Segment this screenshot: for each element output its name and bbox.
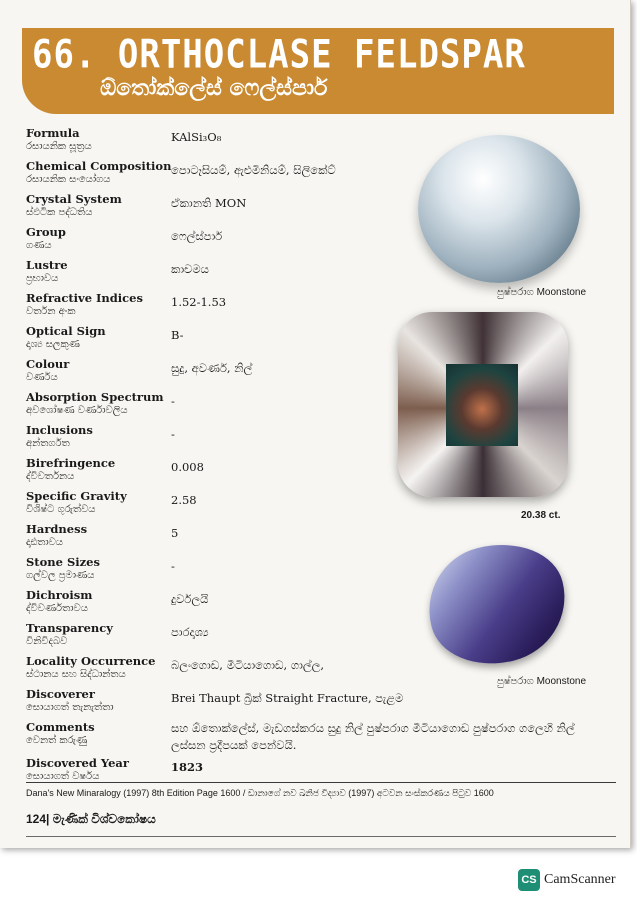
property-value: B-: [171, 328, 184, 342]
property-value: 0.008: [171, 460, 204, 474]
property-row: [26, 258, 446, 291]
property-value: 1.52-1.53: [171, 295, 227, 309]
property-row: [26, 555, 446, 588]
property-label: Lustre: [26, 258, 68, 272]
image-caption: පුෂ්පරාග Moonstone: [497, 676, 587, 687]
property-label: Transparency: [26, 621, 113, 635]
property-label: Stone Sizes: [26, 555, 100, 569]
property-label-sinhala: ගල්වල ප්‍රමාණය: [26, 570, 95, 581]
property-label-sinhala: අන්තර්ගත: [26, 438, 70, 449]
property-label-sinhala: වෙනත් කරුණු: [26, 735, 88, 746]
property-value: -: [171, 427, 175, 441]
property-row: [26, 489, 446, 522]
property-value: KAlSi₃O₈: [171, 130, 222, 144]
property-row: [26, 192, 446, 225]
property-label: Crystal System: [26, 192, 122, 206]
property-value: 2.58: [171, 493, 197, 507]
property-value: පාරදෘශ්‍ය: [171, 625, 209, 639]
property-label-sinhala: සොයාගත් තැනැත්තා: [26, 702, 114, 713]
property-label: Inclusions: [26, 423, 93, 437]
property-row: [26, 720, 575, 756]
property-label-sinhala: රසායනික සූත්‍රය: [26, 141, 92, 152]
property-label-sinhala: ස්ඵටික පද්ධතිය: [26, 207, 93, 218]
page-number: 124| මැණික් විශ්වකෝෂය: [26, 812, 156, 826]
property-value: -: [171, 559, 175, 573]
property-row: [26, 291, 446, 324]
property-row: [26, 357, 446, 390]
property-label-sinhala: ස්ථානය සහ සිද්ධාන්තය: [26, 669, 126, 680]
property-label: Hardness: [26, 522, 88, 536]
property-value: සුදු, අවර්ණ, නිල්: [171, 361, 253, 375]
property-row: [26, 423, 446, 456]
property-value: Brei Thaupt බ්‍රීක් Straight Fracture, පැළම: [171, 691, 404, 705]
page-subtitle-sinhala: ඕතෝක්ලේස් ෆෙල්ස්පාර්: [100, 76, 328, 101]
property-row: [26, 654, 446, 687]
footer-divider: [26, 836, 616, 837]
property-label-sinhala: ද්විවර්ණතාවය: [26, 603, 88, 614]
property-label: Discovered Year: [26, 756, 129, 770]
property-label-sinhala: විශිෂ්ට ගුරුත්වය: [26, 504, 96, 515]
property-label-sinhala: සොයාගත් වර්ෂය: [26, 771, 100, 782]
property-label: Dichroism: [26, 588, 93, 602]
property-label: Colour: [26, 357, 70, 371]
property-label: Specific Gravity: [26, 489, 127, 503]
property-label: Refractive Indices: [26, 291, 143, 305]
property-label-sinhala: දෘශ්‍ය සලකුණ: [26, 339, 80, 350]
property-label: Formula: [26, 126, 80, 140]
property-label-sinhala: ප්‍රභාවය: [26, 273, 59, 284]
faceted-gem-image: [398, 312, 568, 497]
property-value: බලංගොඩ, මීටියාගොඩ, ගාල්ල,: [171, 658, 325, 672]
property-row: [26, 522, 446, 555]
property-value: ඒකානති MON: [171, 196, 247, 210]
property-label: Group: [26, 225, 66, 239]
page-title: 66. ORTHOCLASE FELDSPAR: [32, 32, 526, 78]
property-row: [26, 390, 446, 423]
property-label-sinhala: ගණය: [26, 240, 52, 251]
property-label: Comments: [26, 720, 95, 734]
property-value: ෆෙල්ස්පාර්: [171, 229, 223, 243]
property-row: [26, 756, 446, 789]
property-row: [26, 588, 446, 621]
property-value: දුර්වලයි: [171, 592, 209, 606]
property-value: පොටෑසියම්, ඇළුමිනියම්, සිලිකේට්: [171, 163, 336, 177]
property-label-sinhala: දෘඪතාවය: [26, 537, 63, 548]
title-banner: [22, 28, 614, 114]
property-label-sinhala: විනිවිදබව: [26, 636, 68, 647]
property-label: Locality Occurrence: [26, 654, 156, 668]
property-value: 5: [171, 526, 179, 540]
property-value: සහ ඕතොක්ලේස්, මැඩගස්කරය සුදු නිල් පුෂ්පරාග මීටියාගොඩ පුෂ්පරාග ගලෙහි නිල් ලස්සන ප්‍රදීපයක් පෙන්වයි.: [171, 721, 575, 752]
source-citation: Dana's New Minaralogy (1997) 8th Edition Page 1600 / ඩානාගේ නව ඛනිජ විද්‍යාව (1997) අටවන සංස්කරණය පිටුව 1600: [26, 788, 494, 798]
property-row: [26, 126, 446, 159]
property-label: Absorption Spectrum: [26, 390, 164, 404]
property-row: [26, 324, 446, 357]
camscanner-logo-icon: CS: [518, 869, 540, 891]
property-row: [26, 225, 446, 258]
divider: [26, 782, 616, 783]
moonstone-cabochon-image: [418, 135, 580, 283]
property-value: කාචමය: [171, 262, 209, 276]
property-row: [26, 621, 446, 654]
property-label: Chemical Composition: [26, 159, 172, 173]
image-caption: 20.38 ct.: [521, 510, 561, 521]
property-value: -: [171, 394, 175, 408]
property-row: [26, 456, 446, 489]
property-label-sinhala: වර්තන අංක: [26, 306, 76, 317]
image-caption: පුෂ්පරාග Moonstone: [497, 287, 587, 298]
property-value: 1823: [171, 760, 204, 774]
gem-core: [446, 364, 518, 446]
property-label-sinhala: අවශෝෂණ වර්ණාවලිය: [26, 405, 128, 416]
property-row: [26, 159, 446, 192]
property-label: Optical Sign: [26, 324, 106, 338]
camscanner-watermark: [518, 869, 616, 891]
property-label-sinhala: ද්විවර්තනය: [26, 471, 75, 482]
property-label-sinhala: වර්ණය: [26, 372, 58, 383]
property-label: Discoverer: [26, 687, 95, 701]
camscanner-label: CamScanner: [544, 872, 616, 887]
property-label-sinhala: රසායනික සංයෝගය: [26, 174, 111, 185]
property-row: [26, 687, 446, 720]
property-label: Birefringence: [26, 456, 116, 470]
